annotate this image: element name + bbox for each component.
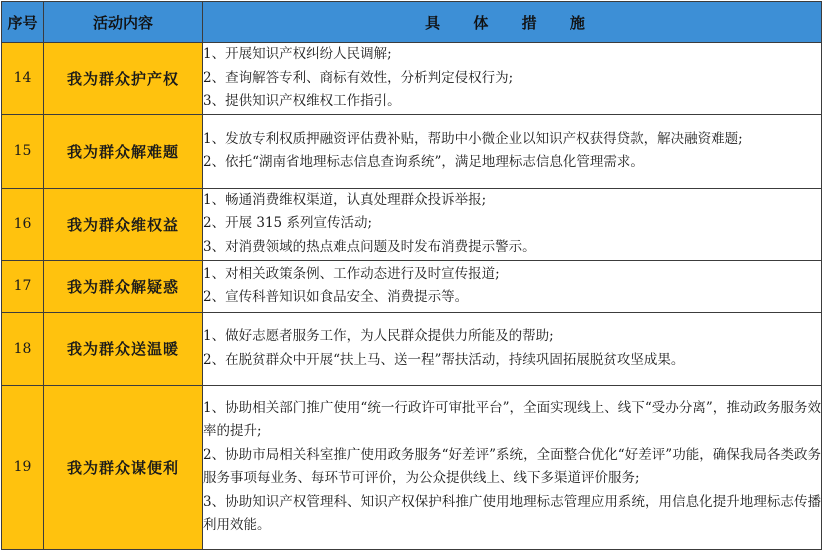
- table-row: [2, 260, 822, 312]
- row-measures: [203, 260, 822, 312]
- row-measures: [203, 114, 822, 188]
- table-row: [2, 43, 822, 115]
- row-activity: 我为群众解疑惑: [44, 260, 203, 312]
- measure-line: 2、依托“湖南省地理标志信息查询系统”，满足地理标志信息化管理需求。: [203, 154, 644, 170]
- measure-line: 1、对相关政策条例、工作动态进行及时宣传报道;: [203, 265, 500, 282]
- row-measures: [203, 385, 822, 549]
- measures-table: [1, 1, 822, 550]
- table-row: [2, 312, 822, 385]
- row-number: 19: [2, 385, 44, 549]
- measure-line: 3、对消费领域的热点难点问题及时发布消费提示警示。: [203, 238, 536, 255]
- measure-line: 2、宣传科普知识如食品安全、消费提示等。: [203, 289, 469, 305]
- row-number: 18: [2, 312, 44, 385]
- table-header-row: [2, 2, 822, 43]
- measure-line: 3、协助知识产权管理科、知识产权保护科推广使用地理标志管理应用系统，用信息化提升地理标志传播利用效能。: [203, 493, 821, 533]
- measure-line: 1、发放专利权质押融资评估费补贴，帮助中小微企业以知识产权获得贷款，解决融资难题;: [203, 130, 743, 147]
- row-measures: [203, 312, 822, 385]
- row-number: 17: [2, 260, 44, 312]
- row-activity: 我为群众维权益: [44, 188, 203, 260]
- measure-line: 2、协助市局相关科室推广使用政务服务“好差评”系统，全面整合优化“好差评”功能，确保我局各类政务服务事项每业务、每环节可评价，为公众提供线上、线下多渠道评价服务;: [203, 446, 821, 486]
- row-activity: 我为群众解难题: [44, 114, 203, 188]
- measure-line: 2、查询解答专利、商标有效性，分析判定侵权行为;: [203, 69, 514, 86]
- header-serial-number: 序号: [2, 2, 44, 43]
- measure-line: 2、在脱贫群众中开展“扶上马、送一程”帮扶活动，持续巩固拓展脱贫攻坚成果。: [203, 351, 685, 368]
- measure-line: 1、做好志愿者服务工作，为人民群众提供力所能及的帮助;: [203, 328, 554, 344]
- row-measures: [203, 188, 822, 260]
- measure-line: 2、开展 315 系列宣传活动;: [203, 215, 372, 232]
- row-number: 16: [2, 188, 44, 260]
- measure-line: 1、协助相关部门推广使用“统一行政许可审批平台”，全面实现线上、线下“受办分离”，推动政务服务效率的提升;: [203, 399, 821, 439]
- row-activity: 我为群众送温暖: [44, 312, 203, 385]
- table-row: [2, 188, 822, 260]
- row-activity: 我为群众谋便利: [44, 385, 203, 549]
- measure-line: 1、畅通消费维权渠道，认真处理群众投诉举报;: [203, 191, 487, 208]
- measure-line: 3、提供知识产权维权工作指引。: [203, 93, 401, 109]
- header-activity: 活动内容: [44, 2, 203, 43]
- row-number: 14: [2, 43, 44, 115]
- table-row: [2, 114, 822, 188]
- table-row: [2, 385, 822, 549]
- header-measures: 具 体 措 施: [203, 2, 822, 43]
- row-measures: [203, 43, 822, 115]
- measure-line: 1、开展知识产权纠纷人民调解;: [203, 46, 392, 62]
- row-activity: 我为群众护产权: [44, 43, 203, 115]
- row-number: 15: [2, 114, 44, 188]
